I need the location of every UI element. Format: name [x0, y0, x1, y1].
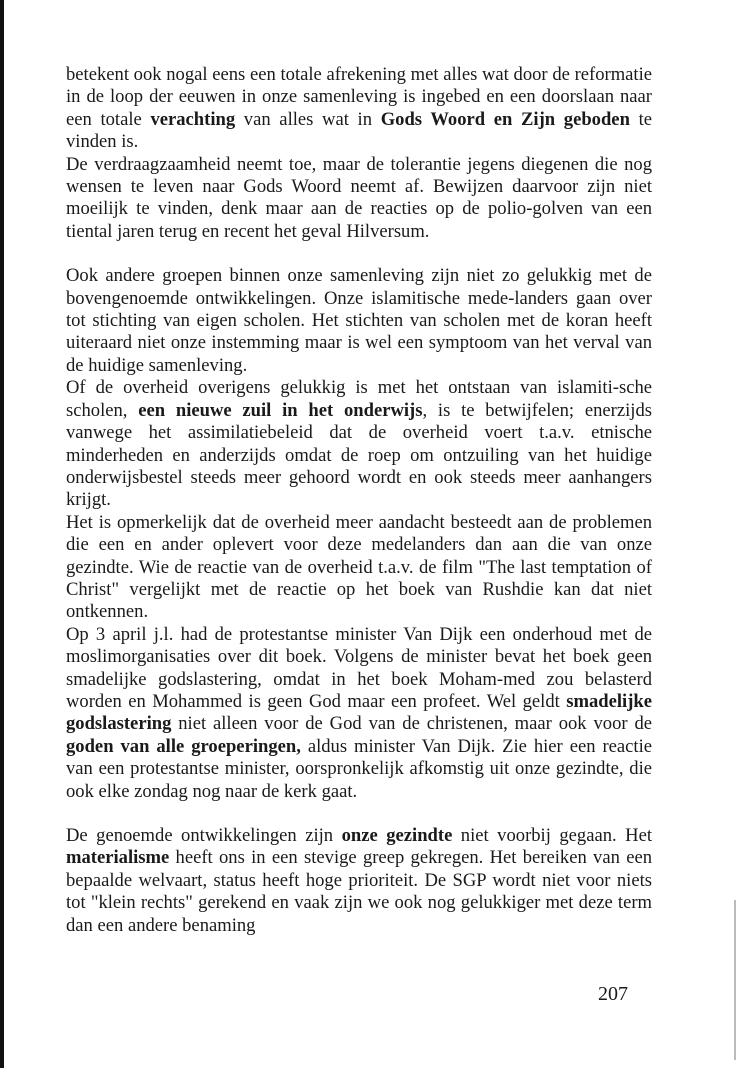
paragraph: [66, 64, 652, 154]
page-number: 207: [598, 983, 628, 1005]
text-run: De genoemde ontwikkelingen zijn: [66, 825, 342, 846]
paragraph: [66, 512, 652, 624]
bold-phrase: materialisme: [66, 847, 170, 869]
paragraph: [66, 825, 652, 937]
paragraph: [66, 624, 652, 803]
bold-phrase: onze gezindte: [341, 825, 453, 846]
bold-phrase: Gods Woord en Zijn geboden: [380, 108, 630, 130]
text-run: Of de overheid overigens gelukkig is met het ontstaan van islamiti-sche scholen,: [66, 377, 652, 421]
text-run: Het is opmerkelijk dat de overheid meer aandacht besteedt aan de problemen die een en ander oplevert voor deze medelanders dan aan die van onze gezindte. Wie de reactie van de overheid t.a.v. de film "The last temptation of Christ" vergelijkt met de reactie op het boek van Rushdie kan dat niet ontkennen.: [66, 511, 652, 623]
text-run: De verdraagzaamheid neemt toe, maar de tolerantie jegens diegenen die nog wensen te leven naar Gods Woord neemt af. Bewijzen daarvoor zijn niet moeilijk te vinden, denk maar aan de reacties op de polio-golven van een tiental jaren terug en recent het geval Hilversum.: [66, 153, 652, 242]
text-run: te vinden is.: [66, 108, 652, 153]
bold-phrase: smadelijke godslastering: [66, 690, 652, 735]
paragraph: [66, 377, 652, 511]
text-run: heeft ons in een stevige greep gekregen. Het bereiken van een bepaalde welvaart, status heeft hoge prioriteit. De SGP wordt niet voor niets tot "klein rechts" gerekend en vaak zijn we ook nog gelukkiger met deze term dan een andere benaming: [66, 847, 652, 936]
paragraph: [66, 265, 652, 377]
page-body: [66, 64, 652, 937]
bold-phrase: verachting: [150, 108, 236, 130]
text-run: van alles wat in: [235, 108, 381, 130]
scan-right-edge: [734, 900, 736, 1060]
text-run: aldus minister Van Dijk. Zie hier een reactie van een protestantse minister, oorspronkelijk afkomstig uit onze gezindte, die ook elke zondag nog naar de kerk gaat.: [66, 735, 652, 802]
bold-phrase: goden van alle groeperingen,: [66, 735, 301, 757]
text-run: betekent ook nogal eens een totale afrekening met alles wat door de reformatie in de loop der eeuwen in onze samenleving is ingebed en een doorslaan naar een totale: [66, 64, 652, 130]
text-run: Ook andere groepen binnen onze samenleving zijn niet zo gelukkig met de bovengenoemde ontwikkelingen. Onze islamitische mede-landers gaan over tot stichting van eigen scholen. Het stichten van scholen met de koran heeft uiteraard niet onze instemming maar is wel een symptoom van het verval van de huidige samenleving.: [66, 265, 652, 376]
scan-left-edge: [0, 0, 4, 1068]
paragraph-gap: [66, 243, 652, 265]
text-run: , is te betwijfelen; enerzijds vanwege het assimilatiebeleid dat de overheid voert t.a.v. etnische minderheden en anderzijds omdat de roep om ontzuiling van het huidige onderwijsbestel steeds meer gehoord wordt en ook steeds meer aanhangers krijgt.: [66, 399, 652, 511]
paragraph-gap: [66, 803, 652, 825]
text-run: niet alleen voor de God van de christenen, maar ook voor de: [171, 713, 652, 735]
text-run: Op 3 april j.l. had de protestantse minister Van Dijk een onderhoud met de moslimorganisaties over dit boek. Volgens de minister bevat het boek geen smadelijke godslastering, omdat in het boek Moham-med zou belasterd worden en Mohammed is geen God maar een profeet. Wel geldt: [66, 623, 652, 712]
bold-phrase: een nieuwe zuil in het onderwijs: [138, 399, 423, 421]
paragraph: [66, 154, 652, 244]
text-run: niet voorbij gegaan. Het: [452, 825, 652, 846]
